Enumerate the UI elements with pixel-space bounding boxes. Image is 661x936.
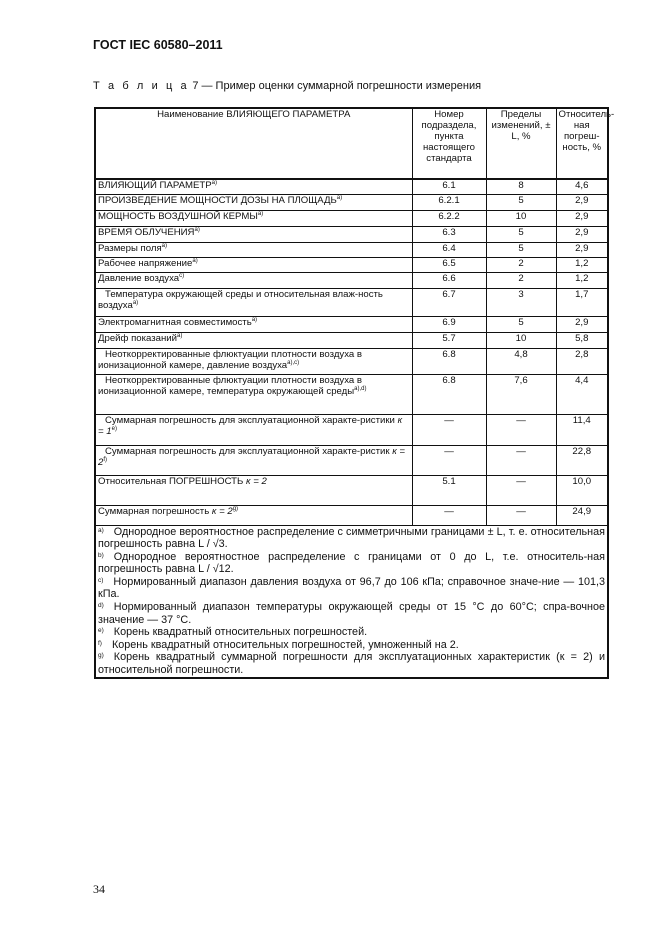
footnote — [98, 551, 605, 576]
table-row — [95, 226, 608, 242]
footnote-ref: а) — [251, 316, 258, 323]
footnote — [98, 576, 605, 601]
coverage-factor: к = 1 — [98, 414, 403, 437]
relative-error-cell: 2,9 — [556, 226, 608, 242]
subsection-cell: — — [412, 505, 486, 525]
parameter-name: Электромагнитная совместимость — [98, 316, 252, 328]
footnote-ref: а) — [211, 179, 217, 186]
parameter-name-cell — [95, 272, 412, 288]
parameter-name-cell — [95, 374, 412, 414]
relative-error-cell: 4,6 — [556, 179, 608, 194]
footnote-mark: с) — [98, 576, 104, 584]
footnote-mark: d) — [98, 602, 104, 610]
table-row — [95, 374, 608, 414]
parameter-name: Суммарная погрешность для эксплуатационной характе-ристик — [105, 445, 390, 457]
subsection-cell: 6.8 — [412, 374, 486, 414]
table-row — [95, 505, 608, 525]
footnote-text: Корень квадратный относительных погрешностей. — [113, 626, 368, 639]
table-row — [95, 475, 608, 505]
parameter-name: Неоткорректированные флюктуации плотности воздуха в ионизационной камере, температура окружающей среды — [98, 374, 363, 397]
subsection-cell: 6.5 — [412, 257, 486, 272]
subsection-cell: 6.1 — [412, 179, 486, 194]
table-caption-label: Т а б л и ц а — [93, 80, 190, 92]
relative-error-cell: 2,9 — [556, 242, 608, 257]
parameter-name-cell — [95, 257, 412, 272]
subsection-cell: 6.2.1 — [412, 194, 486, 210]
footnote-text: Корень квадратный относительных погрешностей, умноженный на 2. — [111, 638, 459, 651]
limits-cell: — — [486, 445, 556, 475]
table-row — [95, 288, 608, 316]
limits-cell: 3 — [486, 288, 556, 316]
parameter-name: Суммарная погрешность для эксплуатационной характе-ристики — [105, 414, 395, 426]
subsection-cell: 6.4 — [412, 242, 486, 257]
table-row — [95, 257, 608, 272]
notes-row — [95, 525, 608, 678]
subsection-cell: 6.3 — [412, 226, 486, 242]
parameter-name-cell — [95, 475, 412, 505]
error-estimation-table — [94, 107, 615, 679]
footnote-text: Корень квадратный суммарной погрешности для эксплуатационных характеристик (к = 2) и относительной погрешности. — [98, 651, 605, 677]
table-caption — [93, 80, 481, 92]
relative-error-cell: 10,0 — [556, 475, 608, 505]
table-row — [95, 210, 608, 226]
footnote-ref: g) — [232, 505, 239, 512]
relative-error-cell: 11,4 — [556, 414, 608, 445]
coverage-factor: к = 2 — [211, 505, 233, 517]
footnote-ref: а) — [257, 210, 264, 217]
table-row — [95, 445, 608, 475]
limits-cell: — — [486, 505, 556, 525]
table-row — [95, 179, 608, 194]
parameter-name-cell — [95, 179, 412, 194]
parameter-name-cell — [95, 348, 412, 374]
parameter-name-cell — [95, 505, 412, 525]
parameter-name: ПРОИЗВЕДЕНИЕ МОЩНОСТИ ДОЗЫ НА ПЛОЩАДЬ — [98, 194, 337, 206]
parameter-name-cell — [95, 194, 412, 210]
parameter-name: ВРЕМЯ ОБЛУЧЕНИЯ — [98, 226, 195, 238]
limits-cell: 7,6 — [486, 374, 556, 414]
footnote-ref: а),с) — [287, 359, 300, 366]
footnote-text: Нормированный диапазон температуры окружающей среды от 15 °С до 60°С; спра-вочное значение — 37 °С. — [98, 601, 605, 626]
footnote-mark: b) — [98, 551, 104, 559]
parameter-name-cell — [95, 226, 412, 242]
relative-error-cell: 5,8 — [556, 332, 608, 348]
limits-cell: 5 — [486, 226, 556, 242]
subsection-cell: 6.6 — [412, 272, 486, 288]
parameter-name-cell — [95, 414, 412, 445]
footnote-ref: с) — [179, 272, 185, 279]
subsection-cell: 6.7 — [412, 288, 486, 316]
relative-error-cell: 1,7 — [556, 288, 608, 316]
parameter-name-cell — [95, 210, 412, 226]
footnote-mark: е) — [98, 627, 104, 635]
relative-error-cell: 1,2 — [556, 257, 608, 272]
coverage-factor: к = 2 — [98, 445, 406, 468]
parameter-name: Температура окружающей среды и относительная влаж-ность воздуха — [98, 288, 383, 311]
footnote-text: Нормированный диапазон давления воздуха от 96,7 до 106 кПа; справочное значе-ние — 101,3 кПа. — [98, 575, 605, 601]
table-row — [95, 242, 608, 257]
footnote — [98, 651, 605, 676]
limits-cell: 8 — [486, 179, 556, 194]
footnote-mark: g) — [98, 652, 104, 660]
relative-error-cell: 22,8 — [556, 445, 608, 475]
table-row — [95, 332, 608, 348]
col-header-relative: Относитель-ная погреш-ность, % — [556, 108, 608, 179]
limits-cell: 4,8 — [486, 348, 556, 374]
parameter-name: Давление воздуха — [98, 272, 180, 284]
footnote-ref: а) — [161, 242, 167, 249]
parameter-name: МОЩНОСТЬ ВОЗДУШНОЙ КЕРМЫ — [98, 210, 258, 222]
limits-cell: 2 — [486, 257, 556, 272]
footnote — [98, 626, 605, 639]
subsection-cell: — — [412, 445, 486, 475]
footnote-mark: f) — [98, 639, 102, 647]
footnote-ref: а) — [194, 226, 200, 233]
parameter-name: Рабочее напряжение — [98, 257, 193, 269]
subsection-cell: 6.2.2 — [412, 210, 486, 226]
relative-error-cell: 2,9 — [556, 194, 608, 210]
parameter-name: Дрейф показаний — [98, 332, 178, 344]
parameter-name: ВЛИЯЮЩИЙ ПАРАМЕТР — [98, 180, 212, 191]
col-header-name: Наименование ВЛИЯЮЩЕГО ПАРАМЕТРА — [95, 108, 412, 179]
limits-cell: 10 — [486, 210, 556, 226]
footnote-ref: а),d) — [354, 385, 367, 392]
relative-error-cell: 24,9 — [556, 505, 608, 525]
parameter-name-cell — [95, 288, 412, 316]
parameter-name: Относительная ПОГРЕШНОСТЬ — [98, 475, 244, 487]
limits-cell: — — [486, 475, 556, 505]
footnote-ref: f) — [103, 456, 108, 463]
table-header-row — [95, 108, 608, 179]
subsection-cell: 5.1 — [412, 475, 486, 505]
footnote-mark: а) — [98, 526, 104, 534]
subsection-cell: 5.7 — [412, 332, 486, 348]
footnote-text: Однородное вероятностное распределение с границами от 0 до L, т.е. относитель-ная погрешность равна L / √12. — [98, 550, 605, 576]
relative-error-cell: 1,2 — [556, 272, 608, 288]
col-header-subsection: Номер подраздела, пункта настоящего стандарта — [412, 108, 486, 179]
footnote-ref: а) — [177, 332, 183, 339]
footnote-text: Однородное вероятностное распределение с симметричными границами ± L, т. е. относительная погрешность равна L / √3. — [98, 525, 605, 551]
limits-cell: 5 — [486, 194, 556, 210]
relative-error-cell: 4,4 — [556, 374, 608, 414]
limits-cell: 5 — [486, 242, 556, 257]
table-notes — [95, 525, 608, 678]
parameter-name: Неоткорректированные флюктуации плотности воздуха в ионизационной камере, давление воздуха — [98, 348, 363, 371]
limits-cell: 2 — [486, 272, 556, 288]
footnote-ref: е) — [111, 425, 117, 432]
footnote-ref: а) — [336, 194, 343, 201]
table-row — [95, 414, 608, 445]
subsection-cell: 6.8 — [412, 348, 486, 374]
subsection-cell: 6.9 — [412, 316, 486, 332]
footnote — [98, 639, 605, 652]
parameter-name: Суммарная погрешность — [98, 505, 210, 517]
col-header-limits: Пределы изменений, ± L, % — [486, 108, 556, 179]
page-number: 34 — [93, 882, 105, 896]
table-row — [95, 194, 608, 210]
table-caption-text: 7 — Пример оценки суммарной погрешности измерения — [192, 80, 482, 92]
parameter-name-cell — [95, 242, 412, 257]
footnote — [98, 601, 605, 626]
parameter-name-cell — [95, 316, 412, 332]
table-row — [95, 348, 608, 374]
limits-cell: 5 — [486, 316, 556, 332]
footnote-ref: а) — [132, 299, 139, 306]
relative-error-cell: 2,9 — [556, 210, 608, 226]
footnote — [98, 526, 605, 551]
relative-error-cell: 2,9 — [556, 316, 608, 332]
parameter-name-cell — [95, 445, 412, 475]
parameter-name-cell — [95, 332, 412, 348]
footnote-ref: а) — [192, 257, 198, 264]
relative-error-cell: 2,8 — [556, 348, 608, 374]
coverage-factor: к = 2 — [246, 475, 267, 487]
limits-cell: — — [486, 414, 556, 445]
subsection-cell: — — [412, 414, 486, 445]
limits-cell: 10 — [486, 332, 556, 348]
table-row — [95, 272, 608, 288]
parameter-name: Размеры поля — [98, 242, 162, 254]
table-row — [95, 316, 608, 332]
document-header: ГОСТ IEC 60580–2011 — [93, 38, 223, 52]
